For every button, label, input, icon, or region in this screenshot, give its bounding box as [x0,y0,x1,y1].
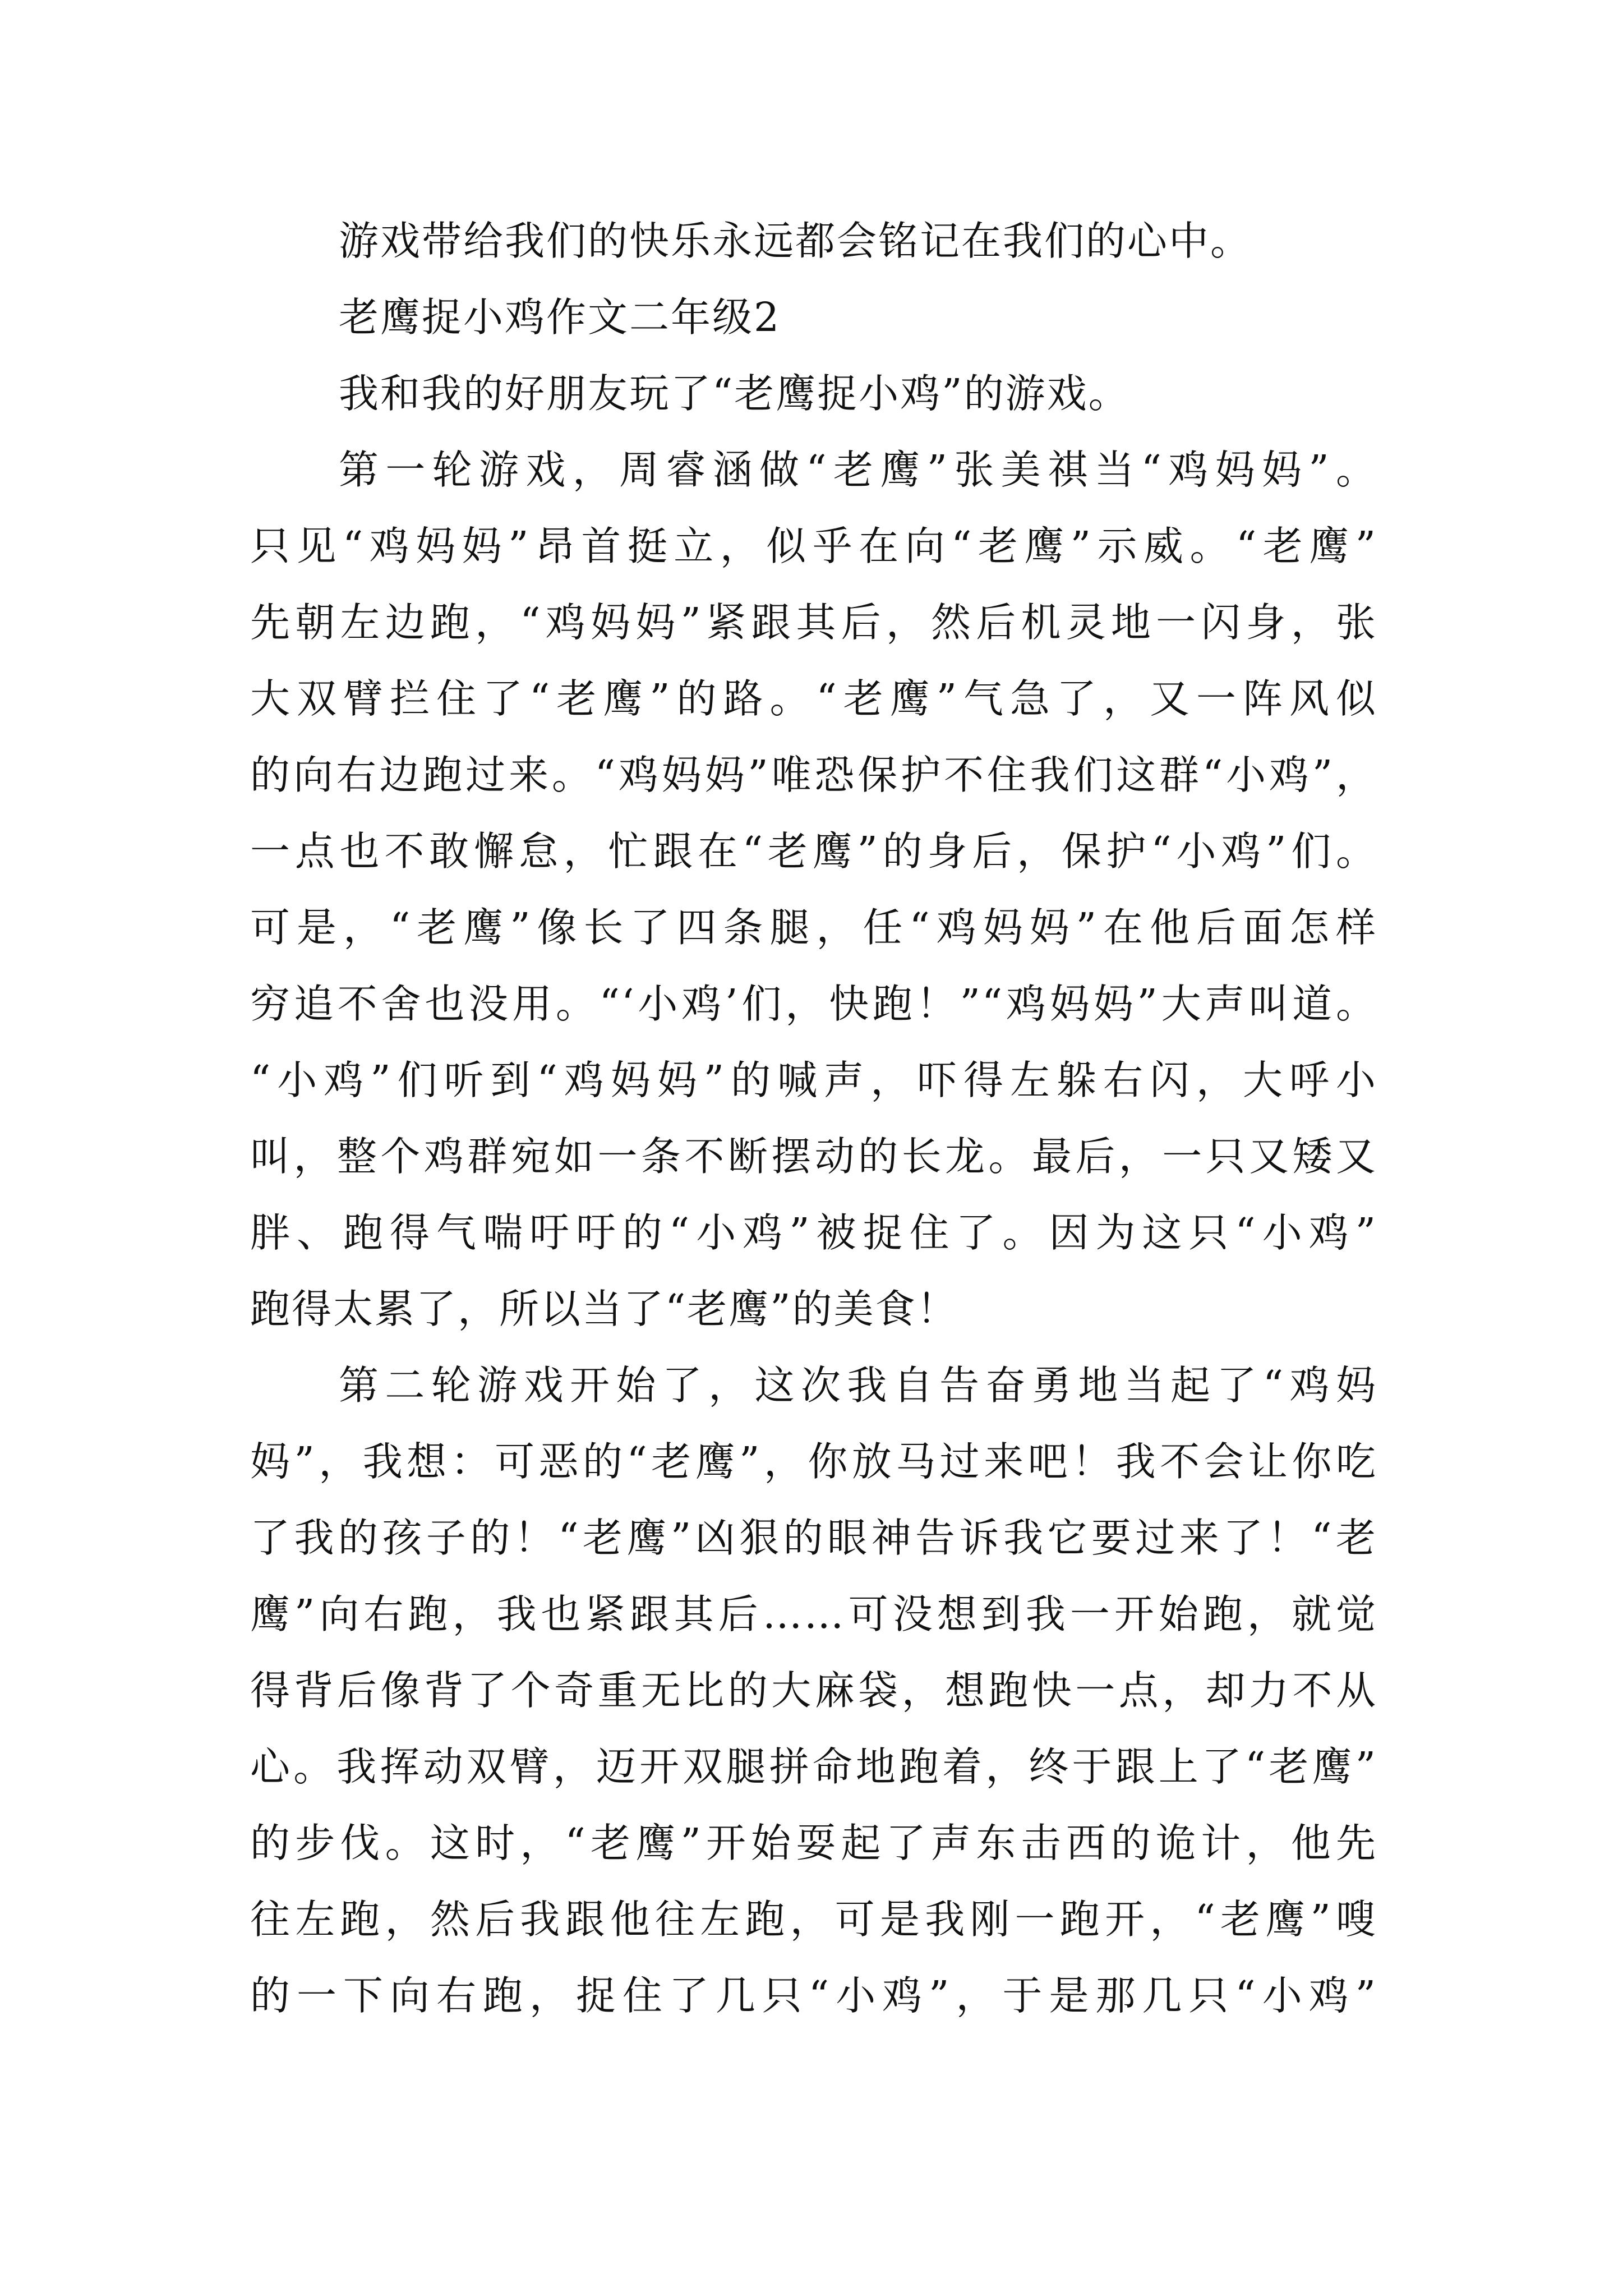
paragraph-line: 第一轮游戏，周睿涵做“老鹰”张美祺当“鸡妈妈”。 [339,447,1377,493]
paragraph-line: 先朝左边跑，“鸡妈妈”紧跟其后，然后机灵地一闪身，张 [250,599,1377,646]
paragraph-line: 跑得太累了，所以当了“老鹰”的美食！ [250,1286,958,1332]
paragraph-line: 胖、跑得气喘吁吁的“小鸡”被捉住了。因为这只“小鸡” [250,1209,1377,1256]
paragraph-line: 一点也不敢懈怠，忙跟在“老鹰”的身后，保护“小鸡”们。 [250,828,1377,875]
paragraph-line: 心。我挥动双臂，迈开双腿拼命地跑着，终于跟上了“老鹰” [250,1743,1377,1790]
paragraph-line: “小鸡”们听到“鸡妈妈”的喊声，吓得左躲右闪，大呼小 [250,1057,1377,1103]
paragraph-line: 的一下向右跑，捉住了几只“小鸡”，于是那几只“小鸡” [250,1972,1377,2019]
paragraph-line: 可是，“老鹰”像长了四条腿，任“鸡妈妈”在他后面怎样 [250,904,1377,951]
paragraph-line: 穷追不舍也没用。“‘小鸡’们，快跑！”“鸡妈妈”大声叫道。 [250,981,1377,1027]
paragraph-line: 妈”，我想：可恶的“老鹰”，你放马过来吧！我不会让你吃 [250,1438,1377,1485]
essay-body [250,203,1377,2034]
paragraph-line: 叫，整个鸡群宛如一条不断摆动的长龙。最后，一只又矮又 [250,1133,1377,1180]
paragraph-line: 我和我的好朋友玩了“老鹰捉小鸡”的游戏。 [339,370,1130,417]
paragraph-line: 第二轮游戏开始了，这次我自告奋勇地当起了“鸡妈 [339,1362,1377,1409]
paragraph-line: 的向右边跑过来。“鸡妈妈”唯恐保护不住我们这群“小鸡”， [250,752,1377,798]
paragraph-line: 游戏带给我们的快乐永远都会铭记在我们的心中。 [339,218,1252,264]
paragraph-line: 大双臂拦住了“老鹰”的路。“老鹰”气急了，又一阵风似 [250,675,1377,722]
paragraph-line: 了我的孩子的！“老鹰”凶狠的眼神告诉我它要过来了！“老 [250,1515,1377,1561]
paragraph-line: 只见“鸡妈妈”昂首挺立，似乎在向“老鹰”示威。“老鹰” [250,523,1377,569]
essay-title: 老鹰捉小鸡作文二年级2 [339,294,781,341]
paragraph-line: 鹰”向右跑，我也紧跟其后……可没想到我一开始跑，就觉 [250,1591,1377,1637]
paragraph-line: 得背后像背了个奇重无比的大麻袋，想跑快一点，却力不从 [250,1667,1377,1714]
paragraph-line: 的步伐。这时，“老鹰”开始耍起了声东击西的诡计，他先 [250,1820,1377,1866]
paragraph-line: 往左跑，然后我跟他往左跑，可是我刚一跑开，“老鹰”嗖 [250,1896,1377,1943]
